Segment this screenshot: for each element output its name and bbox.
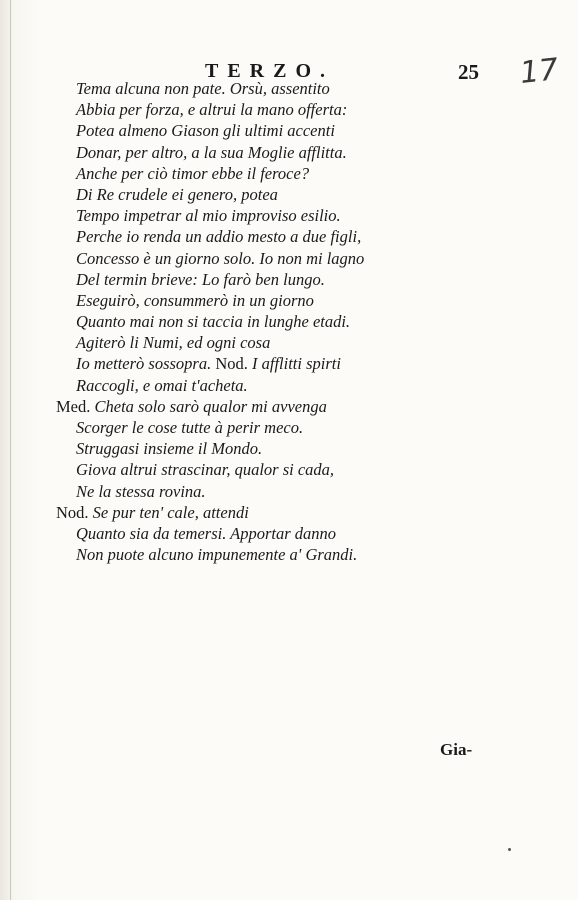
verse-line bbox=[0, 142, 578, 163]
verse-text: Io metterò sossopra. bbox=[76, 354, 212, 374]
verse-line bbox=[0, 163, 578, 184]
verse-text: Abbia per forza, e altrui la mano offerta: bbox=[76, 100, 348, 120]
verse-text: Eseguirò, consummerò in un giorno bbox=[76, 290, 314, 310]
verse-text: Del termin brieve: Lo farò ben lungo. bbox=[76, 269, 325, 289]
verse-line bbox=[0, 332, 578, 353]
verse-text: Scorger le cose tutte à perir meco. bbox=[76, 418, 304, 437]
verse-line bbox=[0, 78, 578, 99]
verse-line bbox=[0, 311, 578, 332]
verse-text: Cheta solo sarò qualor mi avvenga bbox=[94, 396, 327, 416]
verse-text: Donar, per altro, a la sua Moglie afflitta. bbox=[76, 142, 347, 162]
verse-line bbox=[0, 184, 578, 205]
verse-text: Quanto mai non si taccia in lunghe etadi. bbox=[76, 312, 351, 332]
verse-line bbox=[0, 438, 578, 459]
verse-text: Ne la stessa rovina. bbox=[76, 481, 206, 501]
verse-line bbox=[0, 248, 578, 269]
verse-text: Se pur ten' cale, attendi bbox=[92, 502, 249, 522]
speaker-label: Nod. bbox=[215, 354, 248, 374]
verse-text: Di Re crudele ei genero, potea bbox=[76, 184, 278, 204]
verse-line bbox=[0, 459, 578, 480]
verse-text: Perche io renda un addio mesto a due figli, bbox=[76, 227, 362, 247]
catchword: Gia- bbox=[440, 740, 473, 759]
verse-line bbox=[0, 417, 578, 438]
verse-text: Tema alcuna non pate. Orsù, assentito bbox=[76, 79, 330, 98]
verse-text: Potea almeno Giason gli ultimi accenti bbox=[76, 121, 335, 141]
verse-text: Raccogli, e omai t'acheta. bbox=[76, 375, 248, 395]
verse-text: Concesso è un giorno solo. Io non mi lagno bbox=[76, 248, 365, 268]
verse-line bbox=[0, 99, 578, 120]
verse-line bbox=[0, 502, 578, 523]
verse-line bbox=[0, 205, 578, 226]
verse-line bbox=[0, 290, 578, 311]
verse-text: Giova altrui strascinar, qualor si cada, bbox=[76, 460, 335, 480]
verse-text: Struggasi insieme il Mondo. bbox=[76, 439, 263, 459]
verse-text: Anche per ciò timor ebbe il feroce? bbox=[76, 163, 310, 183]
verse-line bbox=[0, 120, 578, 141]
verse-text: Non puote alcuno impunemente a' Grandi. bbox=[76, 545, 358, 565]
verse-text: Quanto sia da temersi. Apportar danno bbox=[76, 523, 337, 543]
verse-line bbox=[0, 375, 578, 396]
verse-line bbox=[0, 544, 578, 565]
verse-text: Agiterò li Numi, ed ogni cosa bbox=[76, 333, 271, 353]
page-number: 25 bbox=[458, 60, 479, 84]
verse-line bbox=[0, 523, 578, 544]
verse-line bbox=[0, 396, 578, 417]
verse-line bbox=[0, 353, 578, 374]
speaker-label: Med. bbox=[56, 396, 91, 416]
verse-block bbox=[0, 78, 578, 565]
verse-text: Tempo impetrar al mio improviso esilio. bbox=[76, 206, 341, 226]
speaker-label: Nod. bbox=[56, 502, 89, 522]
ink-speck bbox=[508, 848, 511, 851]
verse-line bbox=[0, 226, 578, 247]
verse-text: I afflitti spirti bbox=[252, 354, 341, 374]
verse-line bbox=[0, 481, 578, 502]
running-head-title: TERZO. bbox=[205, 60, 335, 82]
verse-line bbox=[0, 269, 578, 290]
handwritten-folio-number: 17 bbox=[518, 52, 560, 91]
